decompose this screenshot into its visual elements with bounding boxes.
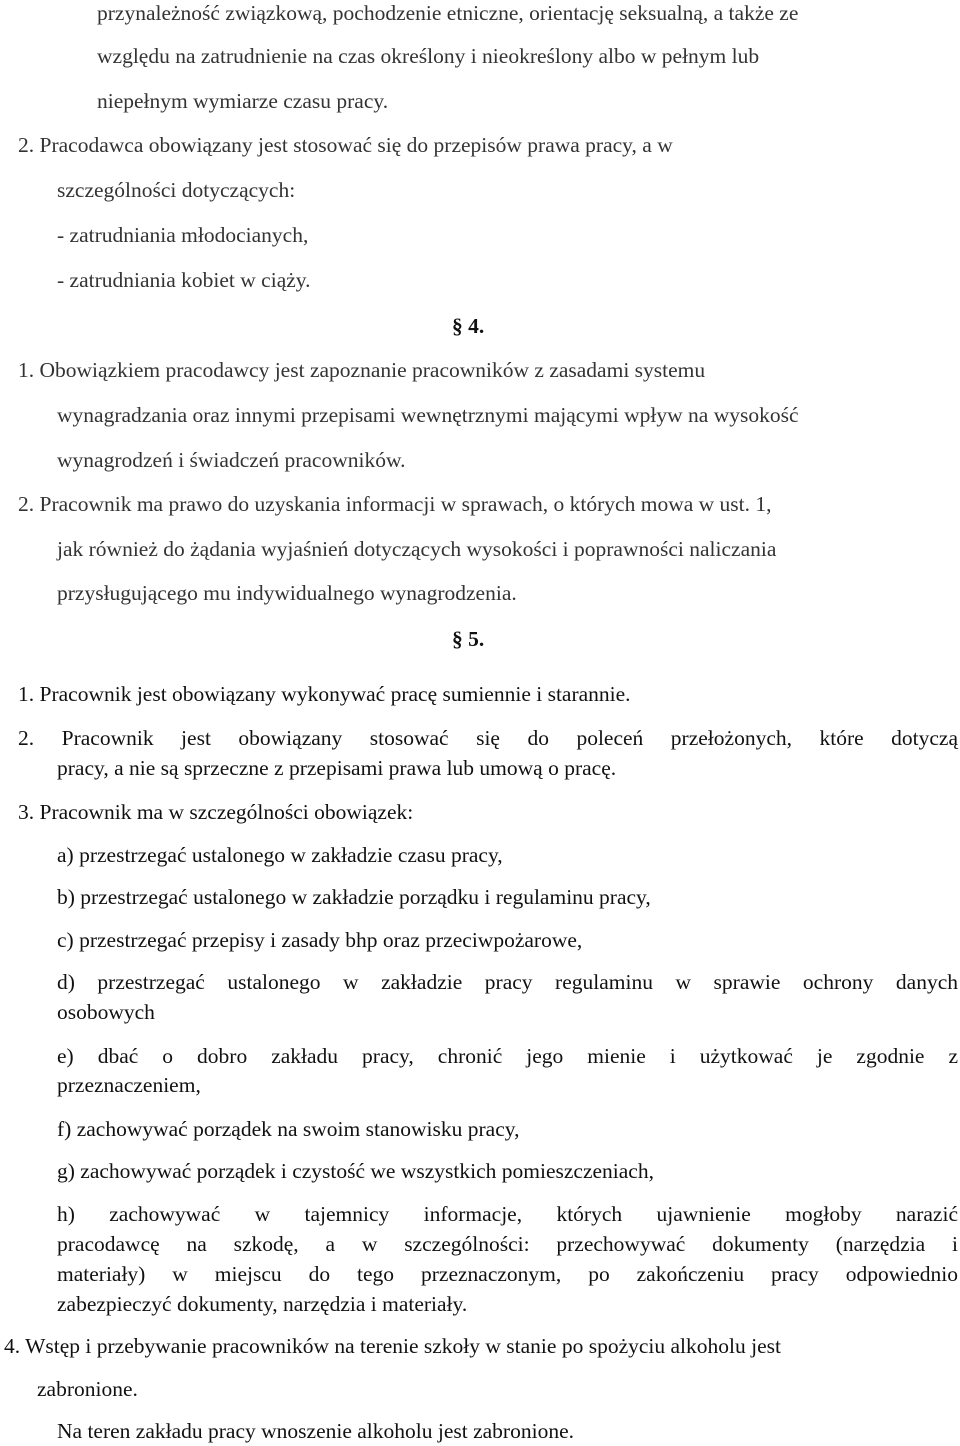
list-item: e) dbać o dobro zakładu pracy, chronić jego mienie i użytkować je zgodnie z	[57, 1044, 958, 1068]
text-line: - zatrudniania kobiet w ciąży.	[57, 268, 311, 292]
text-line: 1. Obowiązkiem pracodawcy jest zapoznanie pracowników z zasadami systemu	[18, 358, 706, 382]
list-item: a) przestrzegać ustalonego w zakładzie czasu pracy,	[57, 843, 503, 867]
list-item: c) przestrzegać przepisy i zasady bhp oraz przeciwpożarowe,	[57, 928, 583, 952]
list-item: b) przestrzegać ustalonego w zakładzie porządku i regulaminu pracy,	[57, 885, 651, 909]
list-item: f) zachowywać porządek na swoim stanowisku pracy,	[57, 1117, 520, 1141]
text-line: 1. Pracownik jest obowiązany wykonywać pracę sumiennie i starannie.	[18, 682, 631, 706]
text-line: zabezpieczyć dokumenty, narzędzia i materiały.	[57, 1292, 468, 1316]
text-line: materiały) w miejscu do tego przeznaczonym, po zakończeniu pracy odpowiednio	[57, 1262, 958, 1286]
section-heading: § 4.	[452, 314, 485, 338]
text-line: przeznaczeniem,	[57, 1073, 201, 1097]
text-line: względu na zatrudnienie na czas określony i nieokreślony albo w pełnym lub	[97, 44, 760, 68]
text-line: wynagrodzeń i świadczeń pracowników.	[57, 448, 406, 472]
text-line: 2. Pracownik jest obowiązany stosować się do poleceń przełożonych, które dotyczą	[18, 726, 958, 750]
text-line: 4. Wstęp i przebywanie pracowników na terenie szkoły w stanie po spożyciu alkoholu jest	[4, 1334, 781, 1358]
text-line: osobowych	[57, 1000, 155, 1024]
text-line: przynależność związkową, pochodzenie etniczne, orientację seksualną, a także ze	[97, 1, 799, 25]
section-heading: § 5.	[452, 627, 485, 651]
text-line: szczególności dotyczących:	[57, 178, 296, 202]
text-line: jak również do żądania wyjaśnień dotyczących wysokości i poprawności naliczania	[57, 537, 777, 561]
list-item: g) zachowywać porządek i czystość we wszystkich pomieszczeniach,	[57, 1159, 654, 1183]
text-line: Na teren zakładu pracy wnoszenie alkoholu jest zabronione.	[57, 1419, 574, 1443]
text-line: pracodawcę na szkodę, a w szczególności: przechowywać dokumenty (narzędzia i	[57, 1232, 958, 1256]
text-line: - zatrudniania młodocianych,	[57, 223, 309, 247]
text-line: przysługującego mu indywidualnego wynagrodzenia.	[57, 581, 517, 605]
list-item: h) zachowywać w tajemnicy informacje, których ujawnienie mogłoby narazić	[57, 1202, 958, 1226]
text-line: 2. Pracodawca obowiązany jest stosować się do przepisów prawa pracy, a w	[18, 133, 673, 157]
text-line: 2. Pracownik ma prawo do uzyskania informacji w sprawach, o których mowa w ust. 1,	[18, 492, 772, 516]
text-line: zabronione.	[37, 1377, 138, 1401]
text-line: 3. Pracownik ma w szczególności obowiązek:	[18, 800, 414, 824]
text-line: pracy, a nie są sprzeczne z przepisami prawa lub umową o pracę.	[57, 756, 617, 780]
text-line: niepełnym wymiarze czasu pracy.	[97, 89, 389, 113]
text-line: wynagradzania oraz innymi przepisami wewnętrznymi mającymi wpływ na wysokość	[57, 403, 799, 427]
list-item: d) przestrzegać ustalonego w zakładzie pracy regulaminu w sprawie ochrony danych	[57, 970, 958, 994]
